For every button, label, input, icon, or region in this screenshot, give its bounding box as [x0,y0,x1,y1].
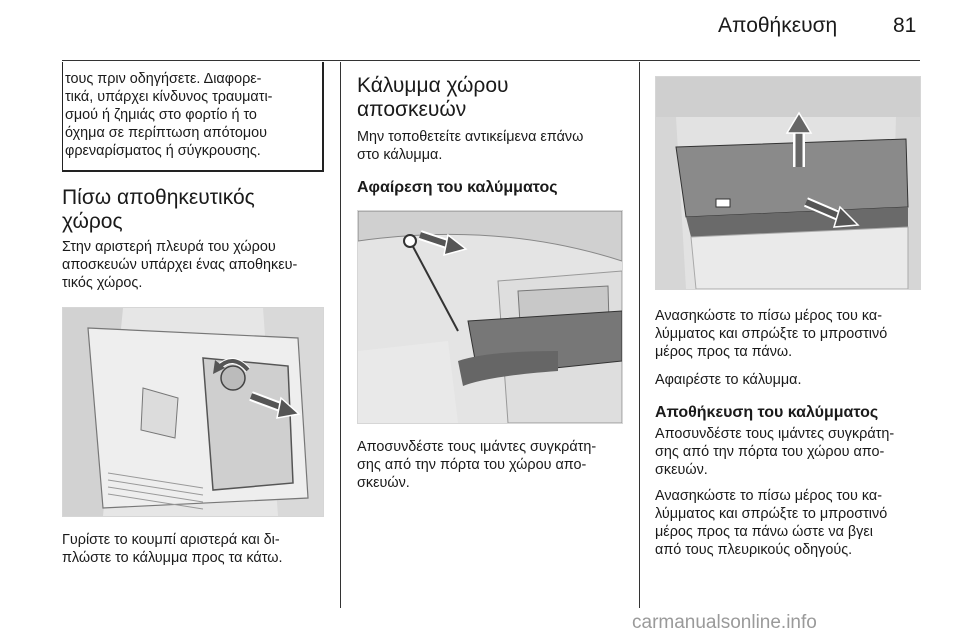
page-number: 81 [893,14,917,37]
header-rule [62,60,920,61]
column-divider-1 [340,62,341,608]
removing-cover-heading: Αφαίρεση του καλύμματος [357,179,558,196]
trunk-side-compartment-illustration [63,308,323,516]
warning-box [62,62,324,172]
storing-cover-step-1: Αποσυνδέστε τους ιμάντες συγκράτη- σης από την πόρτα του χώρου απο- σκευών. [655,426,895,478]
cover-lift-illustration [656,77,920,289]
load-cover-intro: Μην τοποθετείτε αντικείμενα επάνω στο κάλυμμα. [357,129,584,163]
storing-cover-heading: Αποθήκευση του καλύμματος [655,404,879,421]
rear-storage-caption: Γυρίστε το κουμπί αριστερά και δι- πλώστε το κάλυμμα προς τα κάτω. [62,532,283,566]
lift-cover-figure [655,76,921,290]
warning-text: τους πριν οδηγήσετε. Διαφορε- τικά, υπάρχει κίνδυνος τραυματι- σμού ή ζημιάς στο φορτίο ή το όχημα σε περίπτωση απότομου φρεναρίσματος ή σύγκρουσης. [65,71,273,159]
watermark: carmanualsonline.info [632,612,817,633]
storing-cover-step-2: Ανασηκώστε το πίσω μέρος του κα- λύμματος και σπρώξτε το μπροστινό μέρος προς τα πάνω ώστε να βγει από τους πλευρικούς οδηγούς. [655,488,888,558]
column-2 [357,62,623,492]
lift-cover-caption: Ανασηκώστε το πίσω μέρος του κα- λύμματος και σπρώξτε το μπροστινό μέρος προς τα πάνω. [655,308,888,360]
remove-cover-instruction: Αφαιρέστε το κάλυμμα. [655,372,802,388]
section-title: Αποθήκευση [718,14,838,37]
removing-cover-caption: Αποσυνδέστε τους ιμάντες συγκράτη- σης από την πόρτα του χώρου απο- σκευών. [357,439,597,491]
column-1 [62,62,324,567]
tailgate-strap-illustration [358,211,622,423]
column-divider-2 [639,62,640,608]
column-3 [655,62,923,559]
load-cover-heading: Κάλυμμα χώρου αποσκευών [357,74,509,121]
rear-storage-intro: Στην αριστερή πλευρά του χώρου αποσκευών υπάρχει ένας αποθηκευ- τικός χώρος. [62,239,298,291]
removing-cover-figure [357,210,623,424]
rear-storage-figure [62,307,324,517]
rear-storage-heading: Πίσω αποθηκευτικός χώρος [62,186,255,233]
